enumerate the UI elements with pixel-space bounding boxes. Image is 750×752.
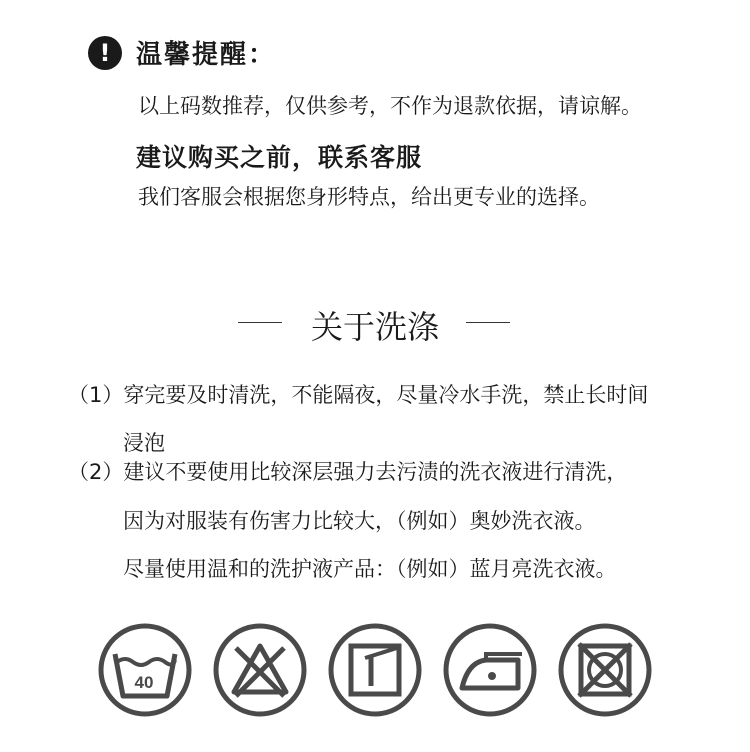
iron-low-icon [440, 620, 540, 720]
wash-item-1-line-2: 浸泡 [123, 431, 165, 455]
care-symbols-row [95, 620, 655, 720]
no-bleach-icon [210, 620, 310, 720]
drip-dry-icon [325, 620, 425, 720]
wash-item-2-line-3: 尽量使用温和的洗护液产品：（例如）蓝月亮洗衣液。 [123, 557, 617, 581]
notice-heading-2: 建议购买之前，联系客服 [136, 143, 423, 172]
washing-title: 关于洗涤 [310, 308, 439, 346]
wash-item-1-line-1: （1）穿完要及时清洗，不能隔夜，尽量冷水手洗，禁止长时间 [68, 383, 649, 407]
notice-line-2: 我们客服会根据您身形特点，给出更专业的选择。 [138, 185, 600, 209]
wash-temp-label: 40 [134, 673, 154, 692]
notice-line-1: 以上码数推荐，仅供参考，不作为退款依据，请谅解。 [138, 94, 642, 118]
wash-item-2-line-2: 因为对服装有伤害力比较大，（例如）奥妙洗衣液。 [123, 509, 596, 533]
exclamation-circle-icon: ! [88, 36, 122, 70]
no-tumble-dry-icon [555, 620, 655, 720]
wash-40-icon [95, 620, 195, 720]
notice-title: 温馨提醒： [136, 40, 277, 70]
wash-item-2-line-1: （2）建议不要使用比较深层强力去污渍的洗衣液进行清洗， [68, 460, 628, 484]
title-right-rule [466, 322, 510, 323]
